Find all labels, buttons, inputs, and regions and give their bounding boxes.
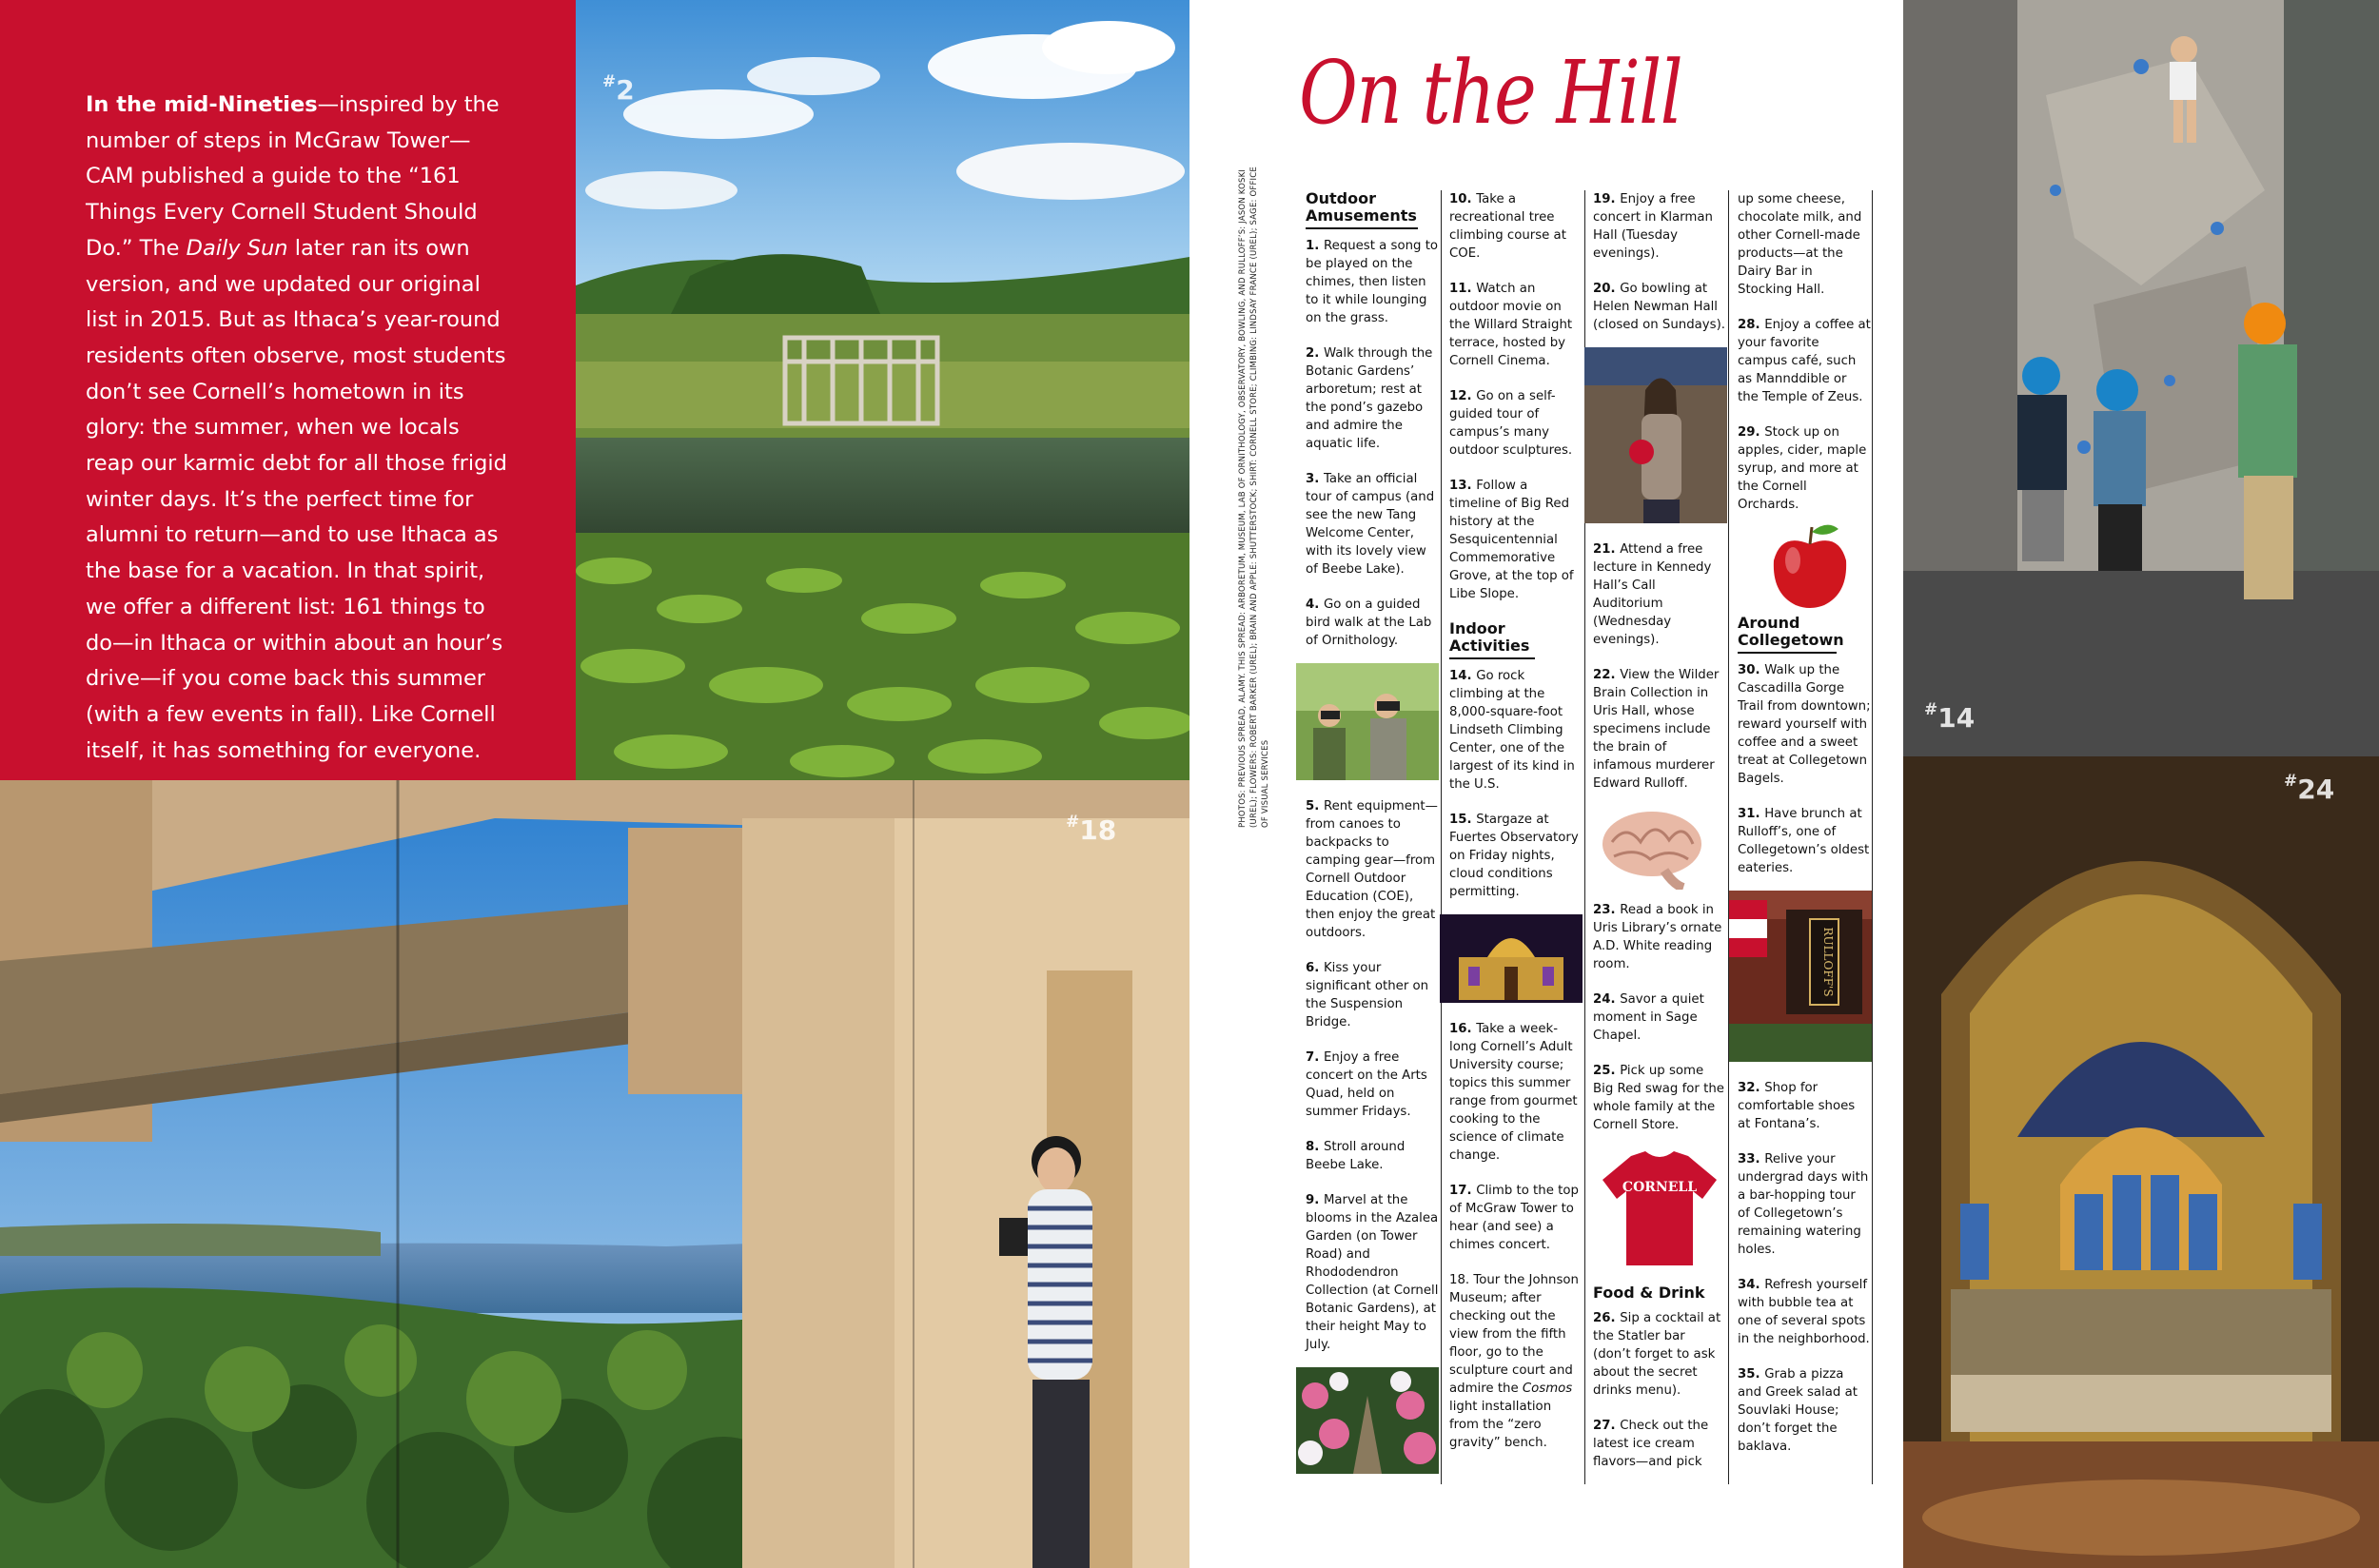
- photo-credit: PHOTOS: PREVIOUS SPREAD, ALAMY. THIS SPREAD: ARBORETUM, MUSEUM, LAB OF ORNITHOLOGY, OBSERVATORY, BOWLING, AND RULLOFF’S: JASON KOSKI (UREL); FLOWERS: ROBERT BARKER (UREL); BRAIN AND APPLE: SHUTTERSTOCK; SHIRT: CORNELL STORE; CLIMBING: LINDSAY FRANCE (UREL); SAGE: OFFICE OF VISUAL SERVICES: [1238, 167, 1270, 828]
- section-heading-collegetown: Around Collegetown: [1738, 615, 1837, 654]
- bird-watchers-photo: [1296, 663, 1439, 780]
- item-number: 28.: [1738, 318, 1765, 332]
- photo-tag-number: 18: [1079, 814, 1117, 846]
- shirt-label: CORNELL: [1622, 1180, 1698, 1195]
- item-number: 10.: [1449, 192, 1477, 206]
- list-column-1: [1306, 190, 1439, 1474]
- list-item: 19. Enjoy a free concert in Klarman Hall (Tuesday evenings).: [1593, 192, 1713, 261]
- photo-tag-14: [1924, 702, 1975, 734]
- photo-tag-18: [1066, 814, 1116, 846]
- item-number: 11.: [1449, 282, 1477, 296]
- photo-tag-number: 24: [2297, 774, 2335, 805]
- rulloffs-sign: RULLOFF'S: [1821, 927, 1835, 997]
- item-number: 29.: [1738, 425, 1765, 440]
- list-item: 6. Kiss your significant other on the Suspension Bridge.: [1306, 961, 1429, 1029]
- list-item: 35. Grab a pizza and Greek salad at Souvlaki House; don’t forget the baklava.: [1738, 1367, 1858, 1454]
- item-number: 3.: [1306, 472, 1324, 486]
- intro-daily-sun: Daily Sun: [186, 235, 288, 261]
- brain-photo: [1593, 804, 1717, 890]
- list-item: 15. Stargaze at Fuertes Observatory on Friday nights, cloud conditions permitting.: [1449, 813, 1579, 899]
- item-number: 19.: [1593, 192, 1621, 206]
- sage-chapel-photo: [1903, 756, 2379, 1568]
- photo-tag-number: 2: [616, 74, 635, 106]
- item-number: 6.: [1306, 961, 1324, 975]
- list-item: 3. Take an official tour of campus (and see the new Tang Welcome Center, with its lovely view of Beebe Lake).: [1306, 472, 1435, 577]
- chapel-illustration: [1903, 756, 2379, 1568]
- item-number: 14.: [1449, 669, 1477, 683]
- observatory-illustration: [1440, 914, 1583, 1003]
- list-item: 9. Marvel at the blooms in the Azalea Garden (on Tower Road) and Rhododendron Collection (at Cornell Botanic Gardens), at their height May to July.: [1306, 1193, 1439, 1352]
- list-item: [1449, 1271, 1583, 1452]
- list-item: 17. Climb to the top of McGraw Tower to hear (and see) a chimes concert.: [1449, 1184, 1579, 1252]
- photo-tag-2: [602, 74, 635, 106]
- rulloffs-illustration: [1729, 891, 1872, 1062]
- list-item-text: light installation from the “zero gravity” bench.: [1449, 1400, 1552, 1450]
- item-number: 5.: [1306, 799, 1324, 813]
- item-number: 32.: [1738, 1081, 1765, 1095]
- list-item: 14. Go rock climbing at the 8,000-square-foot Lindseth Climbing Center, one of the largest of its kind in the U.S.: [1449, 669, 1575, 792]
- list-item: 16. Take a week-long Cornell’s Adult University course; topics this summer range from gourmet cooking to the science of climate change.: [1449, 1022, 1578, 1163]
- item-number: 27.: [1593, 1419, 1621, 1433]
- intro-body-part2: later ran its own version, and we updated our original list in 2015. But as Ithaca’s year-round residents often observe, most students don’t see Cornell’s hometown in its glory: the summer, when we locals reap our karmic debt for all those frigid winter days. It’s the perfect time for alumni to return—and to use Ithaca as the base for a vacation. In that spirit, we offer a different list: 161 things to do—in Ithaca or within about an hour’s drive—if you come back this summer (with a few events in fall). Like Cornell itself, it has something for everyone.: [86, 235, 507, 763]
- intro-lead: In the mid-Nineties: [86, 92, 318, 117]
- section-heading-outdoor: Outdoor Amusements: [1306, 190, 1418, 229]
- item-number: 9.: [1306, 1193, 1324, 1207]
- intro-paragraph: [86, 88, 514, 769]
- list-item: 12. Go on a self-guided tour of campus’s many outdoor sculptures.: [1449, 389, 1573, 458]
- column-divider: [1441, 190, 1442, 1484]
- item-number: 23.: [1593, 903, 1621, 917]
- list-item: 5. Rent equipment—from canoes to backpacks to camping gear—from Cornell Outdoor Education (COE), then enjoy the great outdoors.: [1306, 799, 1438, 940]
- list-item: 2. Walk through the Botanic Gardens’ arboretum; rest at the pond’s gazebo and admire the aquatic life.: [1306, 346, 1433, 451]
- hash-mark: #: [2284, 772, 2298, 791]
- item-number: 17.: [1449, 1184, 1477, 1198]
- list-column-3: [1593, 190, 1726, 1488]
- item-number: 22.: [1593, 668, 1621, 682]
- item-number: 21.: [1593, 542, 1621, 557]
- list-item: 28. Enjoy a coffee at your favorite campus café, such as Mannddible or the Temple of Zeus.: [1738, 318, 1871, 404]
- item-number: 24.: [1593, 992, 1621, 1007]
- item-number: 31.: [1738, 807, 1765, 821]
- item-number: 7.: [1306, 1050, 1324, 1065]
- item-number: 12.: [1449, 389, 1477, 403]
- item-number: 1.: [1306, 239, 1324, 253]
- shirt-illustration: [1593, 1142, 1726, 1275]
- list-item: 7. Enjoy a free concert on the Arts Quad, held on summer Fridays.: [1306, 1050, 1427, 1119]
- item-number: 4.: [1306, 598, 1324, 612]
- museum-illustration: [0, 780, 1190, 1568]
- item-number: 26.: [1593, 1311, 1621, 1325]
- item-number: 35.: [1738, 1367, 1765, 1382]
- apple-photo: [1762, 518, 1858, 613]
- list-item: 27. Check out the latest ice cream flavors—and pick: [1593, 1419, 1709, 1469]
- hash-mark: #: [1924, 700, 1938, 719]
- list-item: 11. Watch an outdoor movie on the Willard Straight terrace, hosted by Cornell Cinema.: [1449, 282, 1573, 368]
- item-number: 13.: [1449, 479, 1477, 493]
- section-heading-indoor: Indoor Activities: [1449, 620, 1535, 659]
- climbing-illustration: [1903, 0, 2379, 756]
- observatory-photo: [1440, 914, 1583, 1003]
- item-number: 25.: [1593, 1064, 1621, 1078]
- item-number: 2.: [1306, 346, 1324, 361]
- list-item: 23. Read a book in Uris Library’s ornate A.D. White reading room.: [1593, 903, 1722, 971]
- item-number: 33.: [1738, 1152, 1765, 1166]
- photo-tag-24: [2284, 774, 2334, 805]
- hash-mark: #: [602, 72, 617, 91]
- list-item: 21. Attend a free lecture in Kennedy Hall’s Call Auditorium (Wednesday evenings).: [1593, 542, 1712, 647]
- list-item: 13. Follow a timeline of Big Red history at the Sesquicentennial Commemorative Grove, at the top of Libe Slope.: [1449, 479, 1574, 601]
- list-item: 31. Have brunch at Rulloff’s, one of Collegetown’s oldest eateries.: [1738, 807, 1870, 875]
- intro-body-part1: —inspired by the number of steps in McGraw Tower—CAM published a guide to the “161 Things Every Cornell Student Should Do.” The: [86, 92, 500, 261]
- item-number: 34.: [1738, 1278, 1765, 1292]
- list-item: 10. Take a recreational tree climbing course at COE.: [1449, 192, 1566, 261]
- section-heading-food: Food & Drink: [1593, 1284, 1705, 1302]
- list-item-text: 18. Tour the Johnson Museum; after checking out the view from the fifth floor, go to the sculpture court and admire the: [1449, 1273, 1579, 1396]
- list-item: up some cheese, chocolate milk, and other Cornell-made products—at the Dairy Bar in Stocking Hall.: [1738, 192, 1862, 297]
- list-item: 29. Stock up on apples, cider, maple syrup, and more at the Cornell Orchards.: [1738, 425, 1867, 512]
- column-divider: [1728, 190, 1729, 1484]
- list-item: 32. Shop for comfortable shoes at Fontana’s.: [1738, 1081, 1856, 1131]
- item-number: 16.: [1449, 1022, 1477, 1036]
- list-item: 34. Refresh yourself with bubble tea at one of several spots in the neighborhood.: [1738, 1278, 1870, 1346]
- azalea-illustration: [1296, 1367, 1439, 1474]
- bird-watchers-illustration: [1296, 663, 1439, 780]
- hash-mark: #: [1066, 813, 1080, 832]
- list-item: 25. Pick up some Big Red swag for the whole family at the Cornell Store.: [1593, 1064, 1724, 1132]
- item-number: 15.: [1449, 813, 1477, 827]
- climbing-photo: [1903, 0, 2379, 756]
- brain-illustration: [1593, 804, 1717, 890]
- cornell-shirt-photo: [1593, 1142, 1726, 1275]
- bowling-illustration: [1584, 347, 1727, 523]
- item-number: 8.: [1306, 1140, 1324, 1154]
- photo-tag-number: 14: [1937, 702, 1976, 734]
- column-divider: [1872, 190, 1873, 1484]
- rulloffs-photo: [1729, 891, 1872, 1062]
- apple-illustration: [1762, 518, 1858, 613]
- list-item: 8. Stroll around Beebe Lake.: [1306, 1140, 1406, 1172]
- item-number: 20.: [1593, 282, 1621, 296]
- museum-view-photo: [0, 780, 1190, 1568]
- list-item: 20. Go bowling at Helen Newman Hall (closed on Sundays).: [1593, 282, 1725, 332]
- item-number: 30.: [1738, 663, 1765, 677]
- arboretum-illustration: [576, 0, 1190, 780]
- bowling-photo: [1584, 347, 1727, 523]
- list-item: 30. Walk up the Cascadilla Gorge Trail from downtown; reward yourself with coffee and a sweet treat at Collegetown Bagels.: [1738, 663, 1871, 786]
- page-title: On the Hill: [1299, 42, 1682, 144]
- list-item: 4. Go on a guided bird walk at the Lab of Ornithology.: [1306, 598, 1432, 648]
- cosmos-title: Cosmos: [1522, 1382, 1573, 1396]
- azalea-garden-photo: [1296, 1367, 1439, 1474]
- list-item: 24. Savor a quiet moment in Sage Chapel.: [1593, 992, 1704, 1043]
- arboretum-photo: [576, 0, 1190, 780]
- list-column-2: [1449, 190, 1583, 1469]
- list-item: 22. View the Wilder Brain Collection in Uris Hall, whose specimens include the brain of infamous murderer Edward Rulloff.: [1593, 668, 1720, 791]
- list-item: 26. Sip a cocktail at the Statler bar (don’t forget to ask about the secret drinks menu).: [1593, 1311, 1721, 1398]
- list-item: 1. Request a song to be played on the chimes, then listen to it while lounging on the grass.: [1306, 239, 1439, 325]
- list-column-4: [1738, 190, 1871, 1473]
- list-item: 33. Relive your undergrad days with a bar-hopping tour of Collegetown’s remaining watering holes.: [1738, 1152, 1869, 1257]
